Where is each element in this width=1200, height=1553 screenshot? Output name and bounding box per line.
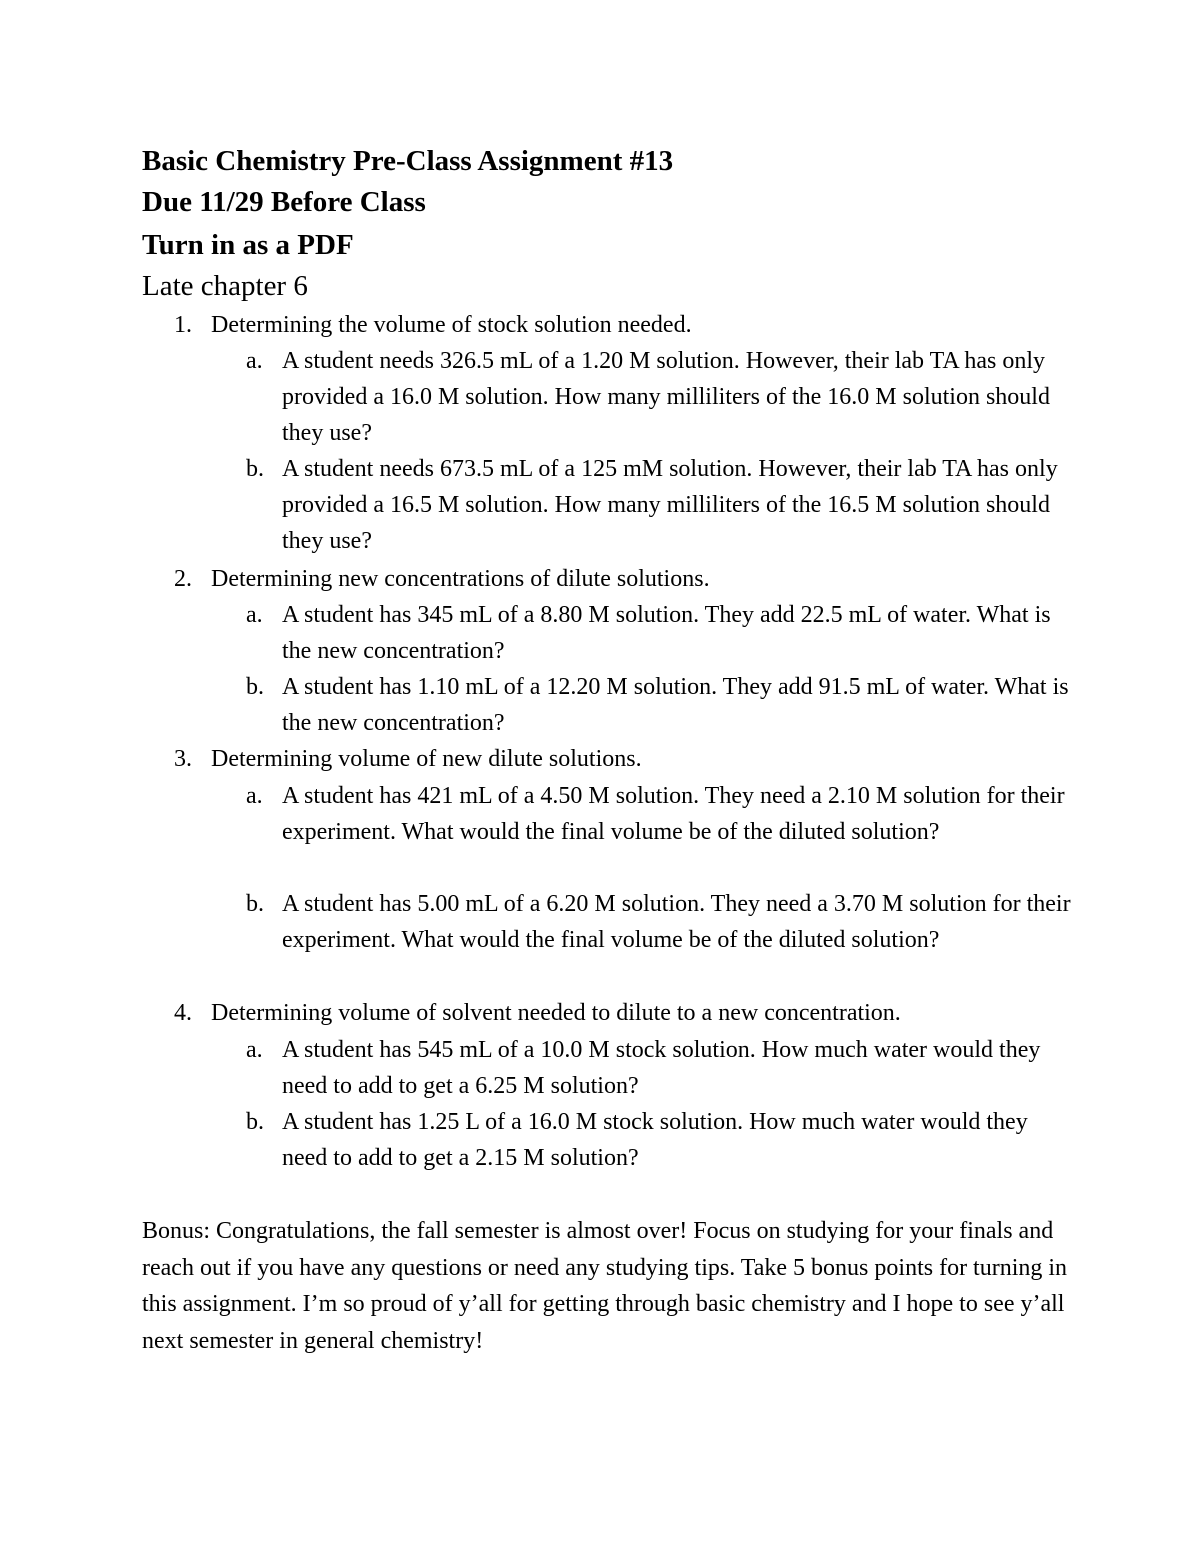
question-text: Determining the volume of stock solution needed. [211, 312, 692, 338]
assignment-title: Basic Chemistry Pre-Class Assignment #13 [142, 145, 674, 177]
part-text: A student has 1.10 mL of a 12.20 M solution. They add 91.5 mL of water. What is the new concentration? [282, 674, 1069, 736]
part-letter: a. [246, 1037, 263, 1063]
part-letter: b. [246, 891, 264, 917]
part-text: A student has 345 mL of a 8.80 M solution. They add 22.5 mL of water. What is the new concentration? [282, 602, 1051, 664]
question-text: Determining new concentrations of dilute solutions. [211, 566, 710, 592]
question-text: Determining volume of solvent needed to dilute to a new concentration. [211, 1000, 901, 1026]
question-text: Determining volume of new dilute solutions. [211, 746, 642, 772]
section-label: Late chapter 6 [142, 270, 308, 302]
turn-in-instruction: Turn in as a PDF [142, 229, 354, 261]
part-text: A student needs 326.5 mL of a 1.20 M solution. However, their lab TA has only provided a 16.0 M solution. How many milliliters of the 16.0 M solution should they use? [282, 348, 1050, 446]
bonus-paragraph: Bonus: Congratulations, the fall semester is almost over! Focus on studying for your finals and reach out if you have any questions or need any studying tips. Take 5 bonus points for turning in this assignment. I’m so proud of y’all for getting through basic chemistry and I hope to see y’all next semester in general chemistry! [142, 1218, 1068, 1354]
part-letter: a. [246, 783, 263, 809]
question-number: 4. [174, 1000, 192, 1026]
part-letter: b. [246, 674, 264, 700]
question-number: 3. [174, 746, 192, 772]
part-text: A student has 5.00 mL of a 6.20 M solution. They need a 3.70 M solution for their experiment. What would the final volume be of the diluted solution? [282, 891, 1071, 953]
part-text: A student needs 673.5 mL of a 125 mM solution. However, their lab TA has only provided a 16.5 M solution. How many milliliters of the 16.5 M solution should they use? [282, 456, 1058, 554]
part-letter: a. [246, 348, 263, 374]
part-text: A student has 421 mL of a 4.50 M solution. They need a 2.10 M solution for their experiment. What would the final volume be of the diluted solution? [282, 783, 1065, 845]
question-number: 2. [174, 566, 192, 592]
part-text: A student has 1.25 L of a 16.0 M stock solution. How much water would they need to add to get a 2.15 M solution? [282, 1109, 1028, 1171]
part-text: A student has 545 mL of a 10.0 M stock solution. How much water would they need to add to get a 6.25 M solution? [282, 1037, 1041, 1099]
part-letter: a. [246, 602, 263, 628]
due-date: Due 11/29 Before Class [142, 186, 426, 218]
part-letter: b. [246, 456, 264, 482]
part-letter: b. [246, 1109, 264, 1135]
question-number: 1. [174, 312, 192, 338]
